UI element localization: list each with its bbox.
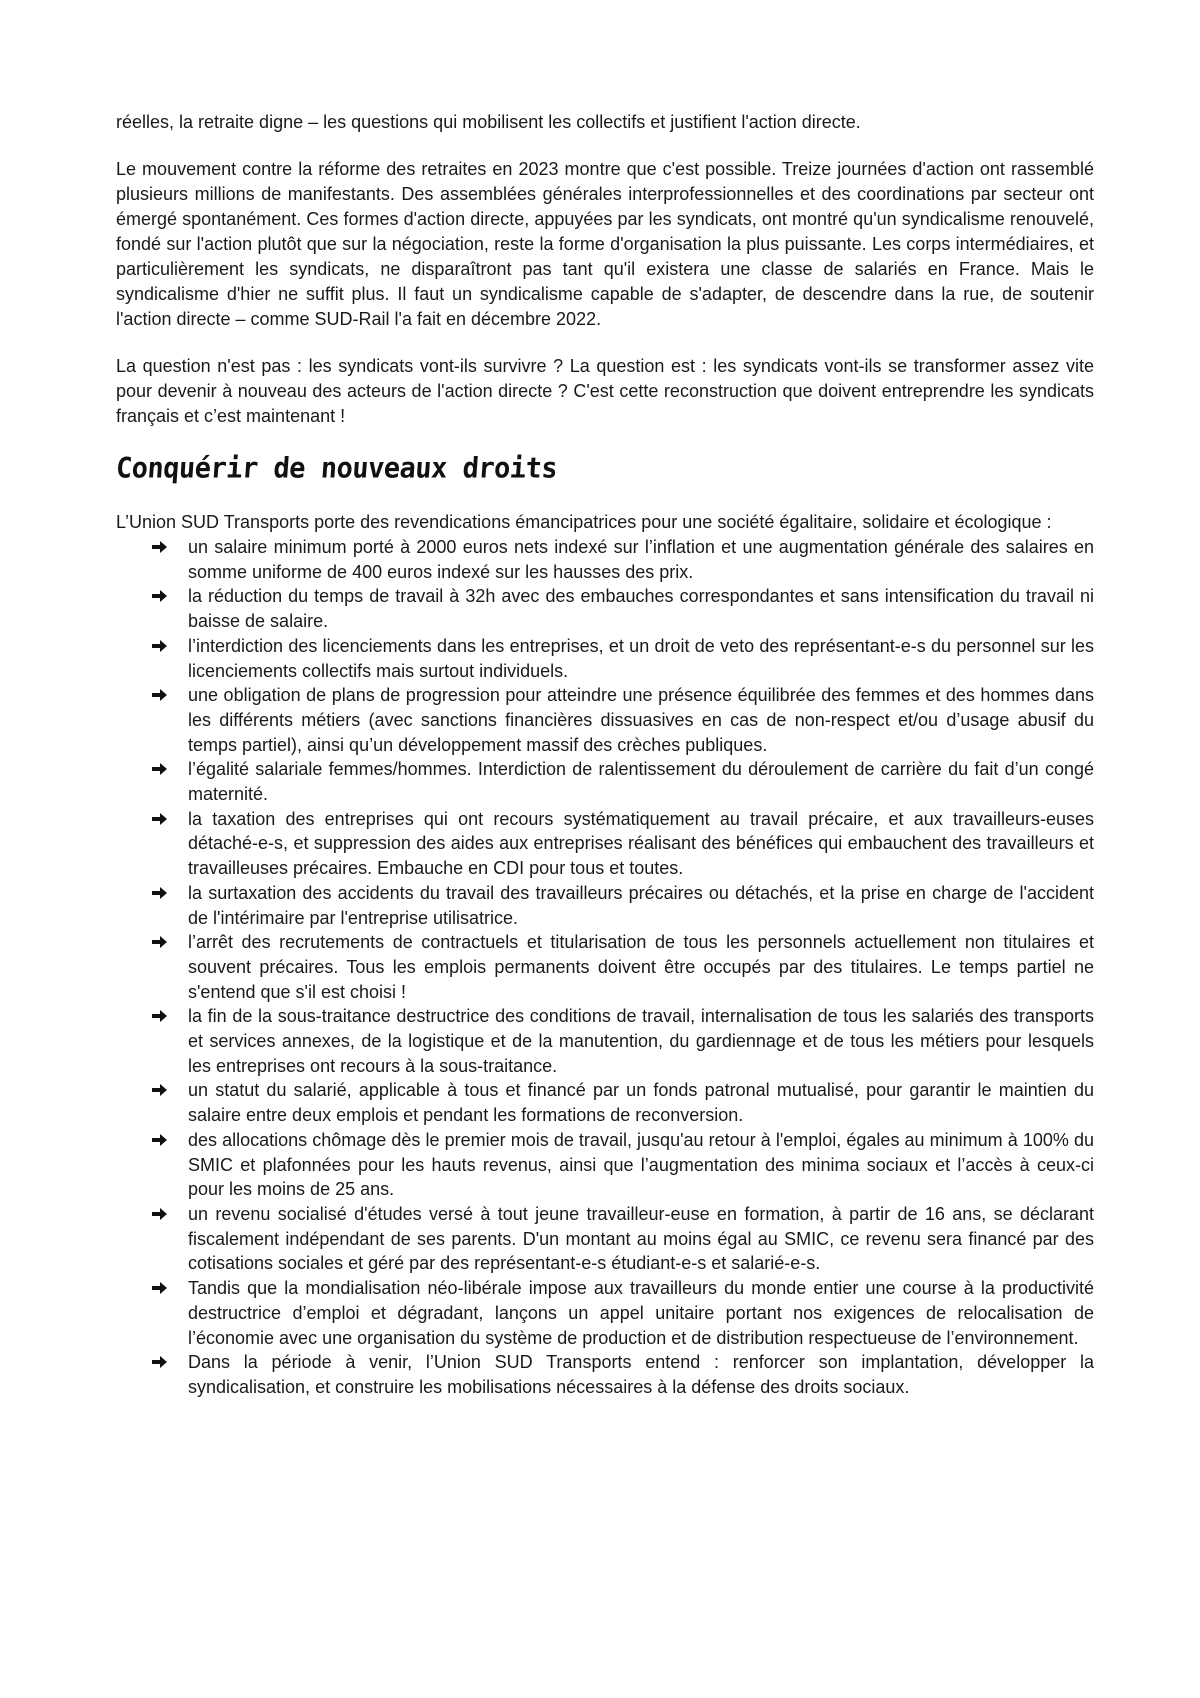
list-item xyxy=(188,1202,1094,1276)
list-item-text: un salaire minimum porté à 2000 euros nets indexé sur l’inflation et une augmentation générale des salaires en somme uniforme de 400 euros indexé sur les hausses des prix. xyxy=(188,537,1094,582)
list-item xyxy=(188,1004,1094,1078)
list-item-text: l’interdiction des licenciements dans les entreprises, et un droit de veto des représentant-e-s du personnel sur les licenciements collectifs mais surtout individuels. xyxy=(188,635,1094,681)
list-item xyxy=(188,1128,1094,1202)
list-item xyxy=(188,807,1094,881)
section-title: Conquérir de nouveaux droits xyxy=(114,452,559,485)
list-item-text: une obligation de plans de progression pour atteindre une présence équilibrée des femmes et des hommes dans les différents métiers (avec sanctions financières dissuasives en cas de non-respect et/ou d’usage abusif du temps partiel), ainsi qu’un développement massif des crèches publiques. xyxy=(188,685,1094,755)
section-intro: L’Union SUD Transports porte des revendications émancipatrices pour une société égalitaire, solidaire et écologique : xyxy=(116,512,1052,532)
list-item-text: Tandis que la mondialisation néo-libérale impose aux travailleurs du monde entier une course à la productivité destructrice d’emploi et dégradant, lançons un appel unitaire portant nos exigences de relocalisation de l’économie avec une organisation du système de production et de distribution respectueuse de l’environnement. xyxy=(188,1278,1094,1348)
arrow-right-icon xyxy=(152,1083,168,1097)
arrow-right-icon xyxy=(152,1009,168,1023)
list-item-text: un revenu socialisé d'études versé à tout jeune travailleur-euse en formation, à partir de 16 ans, se déclarant fiscalement indépendant de ses parents. D'un montant au moins égal au SMIC, ce revenu sera financé par des cotisations sociales et géré par des représentant-e-s étudiant-e-s et salarié-e-s. xyxy=(188,1203,1094,1274)
list-item xyxy=(188,1276,1094,1350)
arrow-right-icon xyxy=(152,762,168,776)
arrow-right-icon xyxy=(152,935,168,949)
list-item-text: Dans la période à venir, l’Union SUD Transports entend : renforcer son implantation, développer la syndicalisation, et construire les mobilisations nécessaires à la défense des droits sociaux. xyxy=(188,1352,1094,1397)
list-item xyxy=(188,634,1094,683)
list-item xyxy=(188,930,1094,1004)
list-item-text: l’égalité salariale femmes/hommes. Interdiction de ralentissement du déroulement de carrière du fait d’un congé maternité. xyxy=(188,759,1094,805)
list-item-text: la taxation des entreprises qui ont recours systématiquement au travail précaire, et aux travailleurs-euses détaché-e-s, et suppression des aides aux entreprises réalisant des bénéfices qui embauchent des travailleurs et travailleuses précaires. Embauche en CDI pour tous et toutes. xyxy=(188,808,1094,879)
arrow-right-icon xyxy=(152,812,168,826)
list-item xyxy=(188,881,1094,930)
list-item-text: des allocations chômage dès le premier mois de travail, jusqu'au retour à l'emploi, égales au minimum à 100% du SMIC et plafonnées pour les hauts revenus, ainsi que l’augmentation des minima sociaux et l’accès à ceux-ci pour les moins de 25 ans. xyxy=(188,1129,1094,1200)
paragraph: La question n'est pas : les syndicats vont-ils survivre ? La question est : les syndicats vont-ils se transformer assez vite pour devenir à nouveau des acteurs de l'action directe ? C'est cette reconstruction que doivent entreprendre les syndicats français et c’est maintenant ! xyxy=(116,356,1094,426)
arrow-right-icon xyxy=(152,688,168,702)
arrow-right-icon xyxy=(152,639,168,653)
list-item-text: un statut du salarié, applicable à tous et financé par un fonds patronal mutualisé, pour garantir le maintien du salaire entre deux emplois et pendant les formations de reconversion. xyxy=(188,1080,1094,1126)
list-item xyxy=(188,683,1094,757)
arrow-right-icon xyxy=(152,540,168,554)
list-item xyxy=(188,1078,1094,1127)
demands-list xyxy=(116,535,1094,1400)
list-item xyxy=(188,1350,1094,1399)
list-item-text: la fin de la sous-traitance destructrice des conditions de travail, internalisation de tous les salariés des transports et services annexes, de la logistique et de la manutention, du gardiennage et de tous les métiers pour lesquels les entreprises ont recours à la sous-traitance. xyxy=(188,1006,1094,1076)
list-item-text: l’arrêt des recrutements de contractuels et titularisation de tous les personnels actuellement non titulaires et souvent précaires. Tous les emplois permanents doivent être occupés par des titulaires. Le temps partiel ne s'entend que s'il est choisi ! xyxy=(188,932,1094,1002)
list-item-text: la réduction du temps de travail à 32h avec des embauches correspondantes et sans intensification du travail ni baisse de salaire. xyxy=(188,586,1094,632)
arrow-right-icon xyxy=(152,1355,168,1369)
paragraph: Le mouvement contre la réforme des retraites en 2023 montre que c'est possible. Treize journées d'action ont rassemblé plusieurs millions de manifestants. Des assemblées générales interprofessionnelles et des coordinations par secteur ont émergé spontanément. Ces formes d'action directe, appuyées par les syndicats, ont montré qu'un syndicalisme renouvelé, fondé sur l'action plutôt que sur la négociation, reste la forme d'organisation la plus puissante. Les corps intermédiaires, et particulièrement les syndicats, ne disparaîtront pas tant qu'il existera une classe de salariés en France. Mais le syndicalisme d'hier ne suffit plus. Il faut un syndicalisme capable de s'adapter, de descendre dans la rue, de soutenir l'action directe – comme SUD-Rail l'a fait en décembre 2022. xyxy=(116,159,1094,329)
list-item xyxy=(188,757,1094,806)
list-item xyxy=(188,535,1094,584)
arrow-right-icon xyxy=(152,1281,168,1295)
arrow-right-icon xyxy=(152,589,168,603)
list-item xyxy=(188,584,1094,633)
list-item-text: la surtaxation des accidents du travail des travailleurs précaires ou détachés, et la prise en charge de l'accident de l'intérimaire par l'entreprise utilisatrice. xyxy=(188,882,1094,928)
arrow-right-icon xyxy=(152,1207,168,1221)
arrow-right-icon xyxy=(152,1133,168,1147)
arrow-right-icon xyxy=(152,886,168,900)
paragraph: réelles, la retraite digne – les questions qui mobilisent les collectifs et justifient l'action directe. xyxy=(116,112,861,132)
document-page xyxy=(116,110,1094,1400)
